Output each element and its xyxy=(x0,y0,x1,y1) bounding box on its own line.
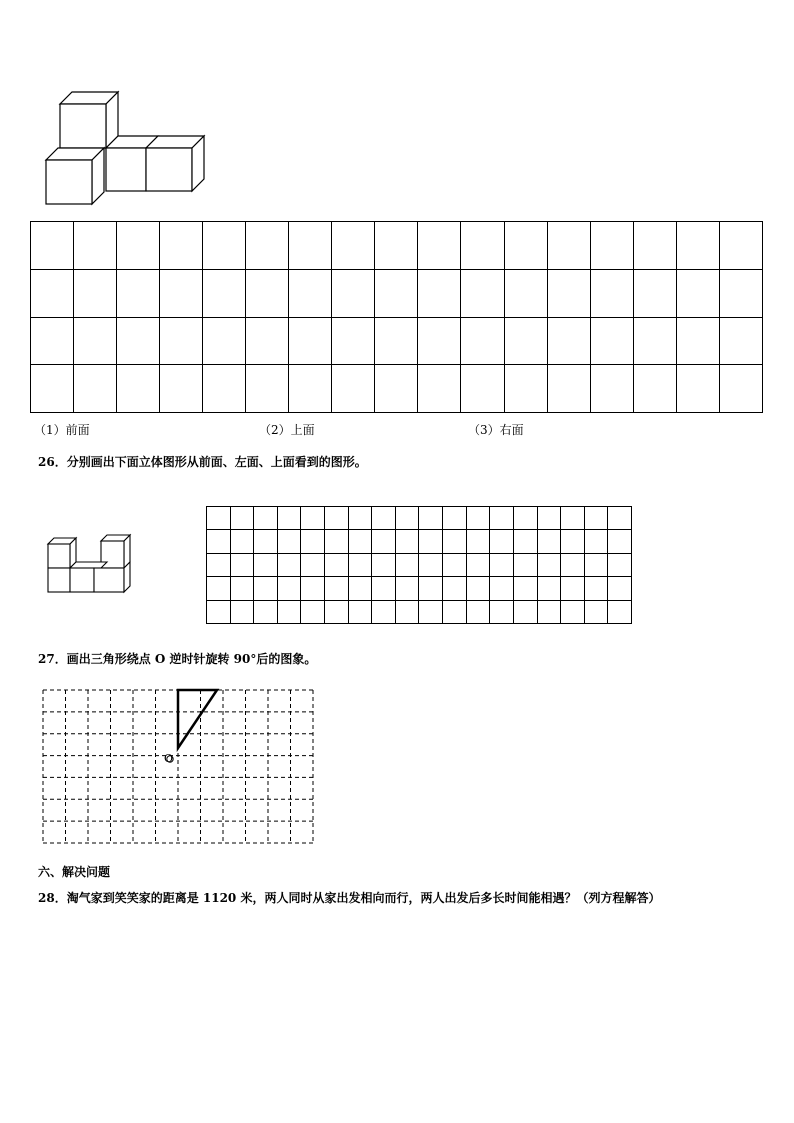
grid-cell[interactable] xyxy=(466,507,490,530)
grid-cell[interactable] xyxy=(375,269,418,317)
grid-cell[interactable] xyxy=(504,317,547,365)
cube-figure-q25 xyxy=(40,88,240,218)
grid-cell[interactable] xyxy=(561,577,585,600)
grid-cell[interactable] xyxy=(461,317,504,365)
grid-cell[interactable] xyxy=(443,507,467,530)
grid-cell[interactable] xyxy=(513,600,537,623)
grid-cell[interactable] xyxy=(676,317,719,365)
question-27: 27．画出三角形绕点 O 逆时针旋转 90°后的图象。 xyxy=(38,652,317,666)
grid-cell[interactable] xyxy=(372,577,396,600)
grid-cell[interactable] xyxy=(418,222,461,270)
grid-cell[interactable] xyxy=(537,553,561,576)
grid-row xyxy=(207,600,632,623)
grid-cell[interactable] xyxy=(254,600,278,623)
grid-cell[interactable] xyxy=(372,553,396,576)
grid-cell[interactable] xyxy=(375,365,418,413)
grid-cell[interactable] xyxy=(584,600,608,623)
grid-cell[interactable] xyxy=(504,222,547,270)
grid-cell[interactable] xyxy=(443,577,467,600)
grid-cell[interactable] xyxy=(395,553,419,576)
grid-cell[interactable] xyxy=(117,317,160,365)
grid-cell[interactable] xyxy=(203,222,246,270)
grid-cell[interactable] xyxy=(719,269,762,317)
grid-cell[interactable] xyxy=(230,600,254,623)
answer-grid-q26[interactable] xyxy=(206,506,632,624)
grid-cell[interactable] xyxy=(395,577,419,600)
grid-cell[interactable] xyxy=(461,269,504,317)
grid-cell[interactable] xyxy=(561,530,585,553)
grid-cell[interactable] xyxy=(230,577,254,600)
grid-cell[interactable] xyxy=(372,530,396,553)
grid-cell[interactable] xyxy=(31,365,74,413)
grid-cell[interactable] xyxy=(547,317,590,365)
point-o-label: O xyxy=(164,752,174,765)
grid-cell[interactable] xyxy=(203,365,246,413)
grid-row xyxy=(207,553,632,576)
grid-cell[interactable] xyxy=(230,530,254,553)
grid-cell[interactable] xyxy=(395,530,419,553)
grid-row xyxy=(207,530,632,553)
grid-cell[interactable] xyxy=(584,507,608,530)
grid-row xyxy=(31,365,763,413)
grid-cell[interactable] xyxy=(74,365,117,413)
grid-cell[interactable] xyxy=(332,365,375,413)
grid-cell[interactable] xyxy=(375,222,418,270)
grid-cell[interactable] xyxy=(547,222,590,270)
grid-cell[interactable] xyxy=(561,507,585,530)
grid-cell[interactable] xyxy=(348,600,372,623)
grid-cell[interactable] xyxy=(590,269,633,317)
grid-cell[interactable] xyxy=(504,365,547,413)
grid-cell[interactable] xyxy=(537,577,561,600)
grid-cell[interactable] xyxy=(301,600,325,623)
grid-cell[interactable] xyxy=(513,577,537,600)
caption-top: （2）上面 xyxy=(259,423,315,437)
grid-cell[interactable] xyxy=(419,600,443,623)
grid-cell[interactable] xyxy=(277,577,301,600)
grid-cell[interactable] xyxy=(490,530,514,553)
grid-cell[interactable] xyxy=(395,507,419,530)
grid-cell[interactable] xyxy=(395,600,419,623)
grid-cell[interactable] xyxy=(584,577,608,600)
grid-cell[interactable] xyxy=(419,577,443,600)
grid-cell[interactable] xyxy=(590,365,633,413)
grid-cell[interactable] xyxy=(289,365,332,413)
grid-cell[interactable] xyxy=(207,530,231,553)
grid-cell[interactable] xyxy=(537,507,561,530)
grid-cell[interactable] xyxy=(348,507,372,530)
grid-cell[interactable] xyxy=(254,507,278,530)
grid-cell[interactable] xyxy=(513,507,537,530)
grid-cell[interactable] xyxy=(207,577,231,600)
grid-cell[interactable] xyxy=(537,530,561,553)
grid-row xyxy=(207,507,632,530)
grid-cell[interactable] xyxy=(289,317,332,365)
grid-cell[interactable] xyxy=(289,269,332,317)
caption-front: （1）前面 xyxy=(34,423,90,437)
grid-cell[interactable] xyxy=(332,222,375,270)
grid-cell[interactable] xyxy=(418,317,461,365)
grid-cell[interactable] xyxy=(504,269,547,317)
grid-cell[interactable] xyxy=(608,507,632,530)
grid-cell[interactable] xyxy=(246,269,289,317)
grid-cell[interactable] xyxy=(207,553,231,576)
grid-cell[interactable] xyxy=(547,269,590,317)
grid-cell[interactable] xyxy=(584,553,608,576)
grid-cell[interactable] xyxy=(207,600,231,623)
grid-cell[interactable] xyxy=(203,317,246,365)
grid-cell[interactable] xyxy=(466,600,490,623)
grid-cell[interactable] xyxy=(230,507,254,530)
grid-cell[interactable] xyxy=(466,553,490,576)
grid-cell[interactable] xyxy=(633,222,676,270)
grid-cell[interactable] xyxy=(584,530,608,553)
grid-cell[interactable] xyxy=(466,530,490,553)
grid-cell[interactable] xyxy=(608,600,632,623)
section-6-title: 六、解决问题 xyxy=(38,865,111,879)
grid-cell[interactable] xyxy=(117,222,160,270)
grid-cell[interactable] xyxy=(490,600,514,623)
question-28: 28．淘气家到笑笑家的距离是 1120 米，两人同时从家出发相向而行，两人出发后多长时间能相遇？（列方程解答） xyxy=(38,891,661,905)
grid-cell[interactable] xyxy=(301,530,325,553)
grid-cell[interactable] xyxy=(160,222,203,270)
grid-cell[interactable] xyxy=(608,577,632,600)
grid-cell[interactable] xyxy=(547,365,590,413)
grid-cell[interactable] xyxy=(117,269,160,317)
grid-cell[interactable] xyxy=(74,269,117,317)
grid-cell[interactable] xyxy=(203,269,246,317)
grid-cell[interactable] xyxy=(561,553,585,576)
answer-grid-q25[interactable] xyxy=(30,221,763,413)
grid-cell[interactable] xyxy=(246,365,289,413)
grid-cell[interactable] xyxy=(160,317,203,365)
grid-cell[interactable] xyxy=(676,269,719,317)
grid-cell[interactable] xyxy=(160,269,203,317)
grid-cell[interactable] xyxy=(466,577,490,600)
grid-cell[interactable] xyxy=(443,553,467,576)
grid-cell[interactable] xyxy=(277,507,301,530)
grid-cell[interactable] xyxy=(277,530,301,553)
grid-cell[interactable] xyxy=(348,530,372,553)
grid-cell[interactable] xyxy=(207,507,231,530)
grid-cell[interactable] xyxy=(443,530,467,553)
grid-cell[interactable] xyxy=(254,577,278,600)
grid-cell[interactable] xyxy=(254,553,278,576)
grid-cell[interactable] xyxy=(325,553,349,576)
grid-cell[interactable] xyxy=(418,365,461,413)
grid-row xyxy=(207,577,632,600)
grid-cell[interactable] xyxy=(246,222,289,270)
grid-cell[interactable] xyxy=(608,553,632,576)
grid-cell[interactable] xyxy=(513,530,537,553)
grid-cell[interactable] xyxy=(74,222,117,270)
grid-cell[interactable] xyxy=(325,507,349,530)
grid-cell[interactable] xyxy=(74,317,117,365)
grid-cell[interactable] xyxy=(332,269,375,317)
cube-figure-q26 xyxy=(44,526,144,596)
caption-right: （3）右面 xyxy=(468,423,524,437)
grid-cell[interactable] xyxy=(372,507,396,530)
grid-cell[interactable] xyxy=(117,365,160,413)
grid-cell[interactable] xyxy=(31,317,74,365)
grid-cell[interactable] xyxy=(418,269,461,317)
grid-cell[interactable] xyxy=(348,577,372,600)
grid-cell[interactable] xyxy=(375,317,418,365)
question-26: 26．分别画出下面立体图形从前面、左面、上面看到的图形。 xyxy=(38,455,367,469)
grid-cell[interactable] xyxy=(633,365,676,413)
grid-cell[interactable] xyxy=(590,222,633,270)
grid-cell[interactable] xyxy=(246,317,289,365)
grid-cell[interactable] xyxy=(332,317,375,365)
grid-row xyxy=(31,269,763,317)
grid-cell[interactable] xyxy=(277,600,301,623)
grid-cell[interactable] xyxy=(301,577,325,600)
grid-cell[interactable] xyxy=(325,600,349,623)
grid-cell[interactable] xyxy=(561,600,585,623)
grid-cell[interactable] xyxy=(461,365,504,413)
triangle xyxy=(178,690,217,748)
grid-cell[interactable] xyxy=(676,222,719,270)
grid-row xyxy=(31,222,763,270)
grid-cell[interactable] xyxy=(490,553,514,576)
grid-cell[interactable] xyxy=(590,317,633,365)
grid-cell[interactable] xyxy=(325,577,349,600)
grid-cell[interactable] xyxy=(301,553,325,576)
grid-cell[interactable] xyxy=(719,317,762,365)
grid-cell[interactable] xyxy=(633,269,676,317)
grid-cell[interactable] xyxy=(633,317,676,365)
grid-cell[interactable] xyxy=(254,530,278,553)
grid-cell[interactable] xyxy=(31,222,74,270)
grid-cell[interactable] xyxy=(301,507,325,530)
grid-cell[interactable] xyxy=(348,553,372,576)
grid-row xyxy=(31,317,763,365)
grid-cell[interactable] xyxy=(537,600,561,623)
grid-cell[interactable] xyxy=(419,553,443,576)
grid-cell[interactable] xyxy=(490,507,514,530)
grid-cell[interactable] xyxy=(461,222,504,270)
grid-cell[interactable] xyxy=(325,530,349,553)
grid-cell[interactable] xyxy=(419,530,443,553)
grid-cell[interactable] xyxy=(490,577,514,600)
grid-cell[interactable] xyxy=(513,553,537,576)
grid-cell[interactable] xyxy=(676,365,719,413)
grid-cell[interactable] xyxy=(230,553,254,576)
grid-cell[interactable] xyxy=(608,530,632,553)
grid-cell[interactable] xyxy=(443,600,467,623)
grid-cell[interactable] xyxy=(160,365,203,413)
grid-cell[interactable] xyxy=(31,269,74,317)
grid-cell[interactable] xyxy=(719,222,762,270)
rotation-grid-q27[interactable] xyxy=(42,689,314,844)
grid-cell[interactable] xyxy=(372,600,396,623)
grid-cell[interactable] xyxy=(719,365,762,413)
grid-cell[interactable] xyxy=(419,507,443,530)
grid-cell[interactable] xyxy=(289,222,332,270)
grid-cell[interactable] xyxy=(277,553,301,576)
